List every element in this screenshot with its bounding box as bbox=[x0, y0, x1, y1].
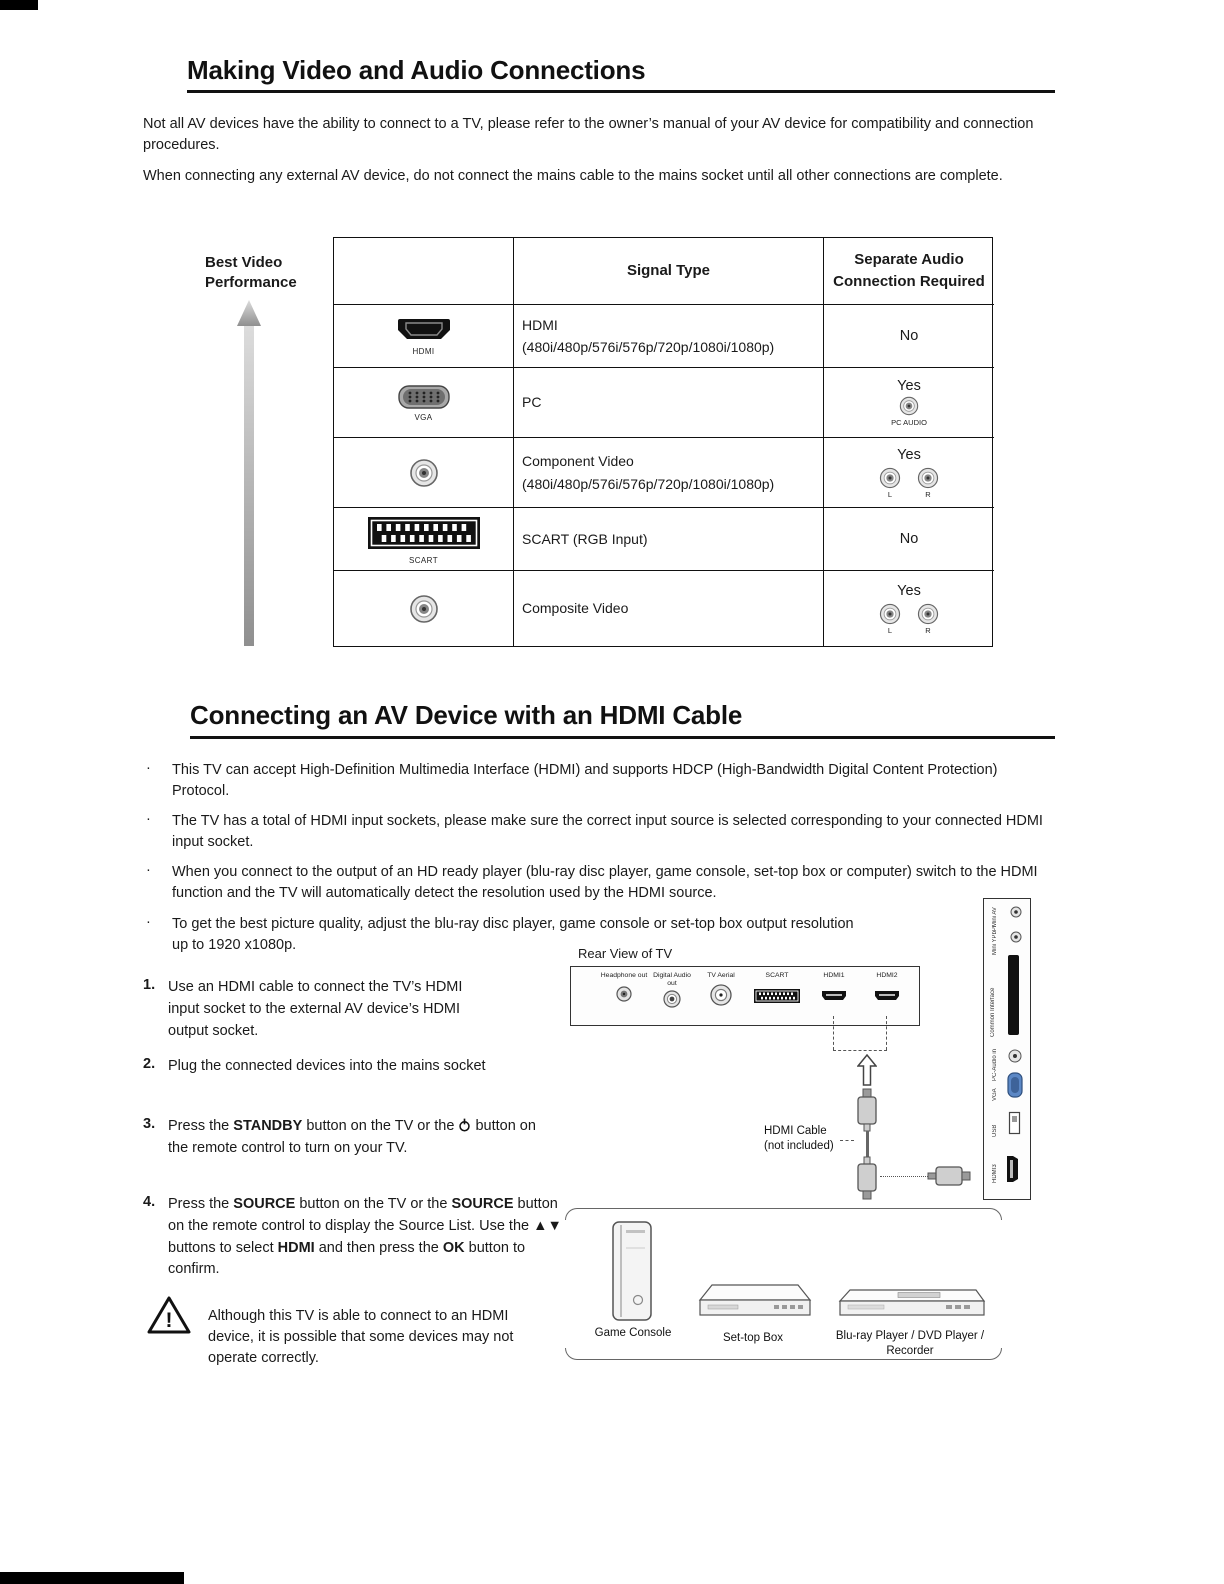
bullet-marker: · bbox=[146, 914, 151, 930]
hdmi-plug-down-icon bbox=[854, 1156, 880, 1200]
side-port-label-common-interface: Common Interface bbox=[990, 987, 996, 1037]
table-header-connector bbox=[334, 238, 514, 305]
side-port-label-hdmi3: HDMI3 bbox=[992, 1164, 998, 1183]
pc-audio-in-jack-icon bbox=[1008, 1049, 1022, 1063]
step-1: 1. Use an HDMI cable to connect the TV’s HDMI input socket to the external AV device’s HDMI output socket. bbox=[143, 977, 463, 1039]
port-digital-audio-out: Digital Audio out bbox=[649, 972, 695, 1008]
section2-title-rule bbox=[190, 736, 1055, 739]
pc-audio-jack-icon bbox=[899, 396, 919, 416]
bluray-player-label: Blu-ray Player / DVD Player / Recorder bbox=[835, 1330, 985, 1357]
side-port-label-mini-av: Mini AV bbox=[992, 907, 998, 927]
tv-aerial-jack-icon bbox=[710, 984, 732, 1006]
svg-text:!: ! bbox=[165, 1309, 173, 1332]
port-tv-aerial: TV Aerial bbox=[699, 972, 743, 1006]
hdmi-port-icon bbox=[874, 990, 900, 1001]
port-scart: SCART bbox=[749, 972, 805, 1004]
side-port-label-pc-audio-in: PC-Audio in bbox=[992, 1048, 998, 1081]
side-port-label-vga: VGA bbox=[992, 1088, 998, 1101]
game-console-label: Game Console bbox=[594, 1327, 672, 1339]
table-row-scart-connector: SCART bbox=[334, 508, 514, 571]
hdmi-cable-label: HDMI Cable (not included) bbox=[764, 1125, 834, 1152]
port-headphone-out: Headphone out bbox=[599, 972, 649, 1002]
step-3: 3. Press the STANDBY button on the TV or the button on the remote control to turn on your TV. bbox=[143, 1116, 536, 1156]
rca-jack-icon bbox=[409, 458, 439, 488]
power-icon bbox=[458, 1118, 471, 1134]
section1-title-rule bbox=[187, 90, 1055, 93]
bullet-1: · This TV can accept High-Definition Multimedia Interface (HDMI) and supports HDCP (High-Bandwidth Digital Content Protection) Protocol. bbox=[146, 760, 1056, 802]
step-2: 2. Plug the connected devices into the mains socket bbox=[143, 1056, 486, 1074]
hdmi-port-icon bbox=[821, 990, 847, 1001]
page-edge-mark-top bbox=[0, 0, 38, 10]
audio-left-jack-icon bbox=[879, 467, 901, 489]
table-row-hdmi-signal: HDMI (480i/480p/576i/576p/720p/1080i/1080p) bbox=[514, 305, 824, 368]
device-group-bracket-top bbox=[565, 1208, 1002, 1220]
set-top-box-label: Set-top Box bbox=[722, 1332, 784, 1344]
usb-port-icon bbox=[1008, 1111, 1021, 1135]
scart-connector-icon bbox=[366, 514, 482, 554]
step-4: 4. Press the SOURCE button on the TV or the SOURCE button on the remote control to display the Source List. Use the ▲▼ buttons to select HDMI and then press the OK button to confirm. bbox=[143, 1194, 562, 1278]
bullet-marker: · bbox=[146, 760, 151, 776]
rca-jack-icon bbox=[409, 594, 439, 624]
table-row-vga-signal: PC bbox=[514, 368, 824, 438]
audio-left-jack-icon bbox=[879, 603, 901, 625]
intro-paragraph-1: Not all AV devices have the ability to connect to a TV, please refer to the owner’s manual of your AV device for compatibility and connection procedures. bbox=[143, 116, 1034, 154]
warning-triangle-icon bbox=[146, 1294, 192, 1336]
audio-right-jack-icon bbox=[917, 603, 939, 625]
table-row-vga-connector: VGA bbox=[334, 368, 514, 438]
table-header-separate-audio: Separate Audio Connection Required bbox=[824, 238, 994, 305]
dotted-line-to-side-panel bbox=[880, 1176, 928, 1177]
side-port-label-mini-ypbpr: Mini YPbPr bbox=[992, 925, 998, 955]
bullet-marker: · bbox=[146, 811, 151, 827]
audio-right-jack-icon bbox=[917, 467, 939, 489]
bullet-3: · When you connect to the output of an HD ready player (blu-ray disc player, game console, set-top box or computer) switch to the HDMI function and the TV will automatically detect the resolution used by the HDMI source. bbox=[146, 862, 1072, 904]
bullet-4: · To get the best picture quality, adjust the blu-ray disc player, game console or set-top box output resolution up to 1920 x1080p. bbox=[146, 914, 872, 956]
port-hdmi2: HDMI2 bbox=[867, 972, 907, 1001]
table-row-composite-connector bbox=[334, 571, 514, 646]
up-arrow-icon bbox=[857, 1054, 877, 1086]
hdmi-plug-up-icon bbox=[854, 1088, 880, 1132]
scart-port-icon bbox=[753, 988, 801, 1004]
table-row-component-audio: Yes L R bbox=[824, 438, 994, 508]
table-row-component-signal: Component Video (480i/480p/576i/576p/720p/1080i/1080p) bbox=[514, 438, 824, 508]
dashed-line-hdmi2 bbox=[886, 1016, 887, 1050]
page-edge-mark-bottom bbox=[0, 1572, 184, 1584]
bluray-player-illustration bbox=[836, 1286, 988, 1324]
set-top-box-illustration bbox=[696, 1280, 814, 1324]
bullet-2: · The TV has a total of HDMI input sockets, please make sure the correct input source is selected corresponding to your connected HDMI input socket. bbox=[146, 811, 1056, 853]
section2-title: Connecting an AV Device with an HDMI Cable bbox=[190, 700, 743, 730]
hdmi-connector-icon bbox=[396, 317, 452, 345]
side-port-label-usb: USB bbox=[992, 1124, 998, 1137]
table-header-signal-type: Signal Type bbox=[514, 238, 824, 305]
table-row-component-connector bbox=[334, 438, 514, 508]
table-row-composite-signal: Composite Video bbox=[514, 571, 824, 646]
warning-text: Although this TV is able to connect to an HDMI device, it is possible that some devices may not operate correctly. bbox=[208, 1308, 514, 1367]
vga-connector-icon bbox=[397, 383, 451, 411]
best-video-arrow bbox=[235, 300, 263, 648]
digital-audio-jack-icon bbox=[663, 990, 681, 1008]
side-panel bbox=[983, 898, 1031, 1200]
headphone-jack-icon bbox=[616, 986, 632, 1002]
rear-panel bbox=[570, 966, 920, 1026]
port-hdmi1: HDMI1 bbox=[814, 972, 854, 1001]
table-row-hdmi-connector: HDMI bbox=[334, 305, 514, 368]
hdmi-plug-right-icon bbox=[926, 1162, 972, 1190]
hdmi-cable-wire bbox=[866, 1131, 869, 1157]
table-row-scart-audio: No bbox=[824, 508, 994, 571]
mini-ypbpr-jack-icon bbox=[1010, 931, 1022, 943]
game-console-illustration bbox=[606, 1220, 658, 1324]
table-row-hdmi-audio: No bbox=[824, 305, 994, 368]
dashed-line-hdmi1 bbox=[833, 1016, 834, 1050]
connection-table bbox=[333, 237, 993, 647]
cable-leader-line bbox=[840, 1140, 854, 1141]
bullet-marker: · bbox=[146, 862, 151, 878]
section1-title: Making Video and Audio Connections bbox=[187, 55, 646, 85]
table-row-vga-audio: Yes PC AUDIO bbox=[824, 368, 994, 438]
table-row-scart-signal: SCART (RGB Input) bbox=[514, 508, 824, 571]
best-video-performance-label: Best Video Performance bbox=[205, 254, 297, 292]
hdmi3-port-icon bbox=[1006, 1155, 1019, 1183]
vga-side-port-icon bbox=[1006, 1071, 1024, 1099]
dashed-line-join bbox=[833, 1050, 887, 1051]
table-row-composite-audio: Yes L R bbox=[824, 571, 994, 646]
mini-av-jack-icon bbox=[1010, 906, 1022, 918]
common-interface-slot bbox=[1008, 955, 1019, 1035]
rear-view-label: Rear View of TV bbox=[578, 946, 673, 961]
intro-paragraph-2: When connecting any external AV device, do not connect the mains cable to the mains socket until all other connections are complete. bbox=[143, 168, 1003, 184]
